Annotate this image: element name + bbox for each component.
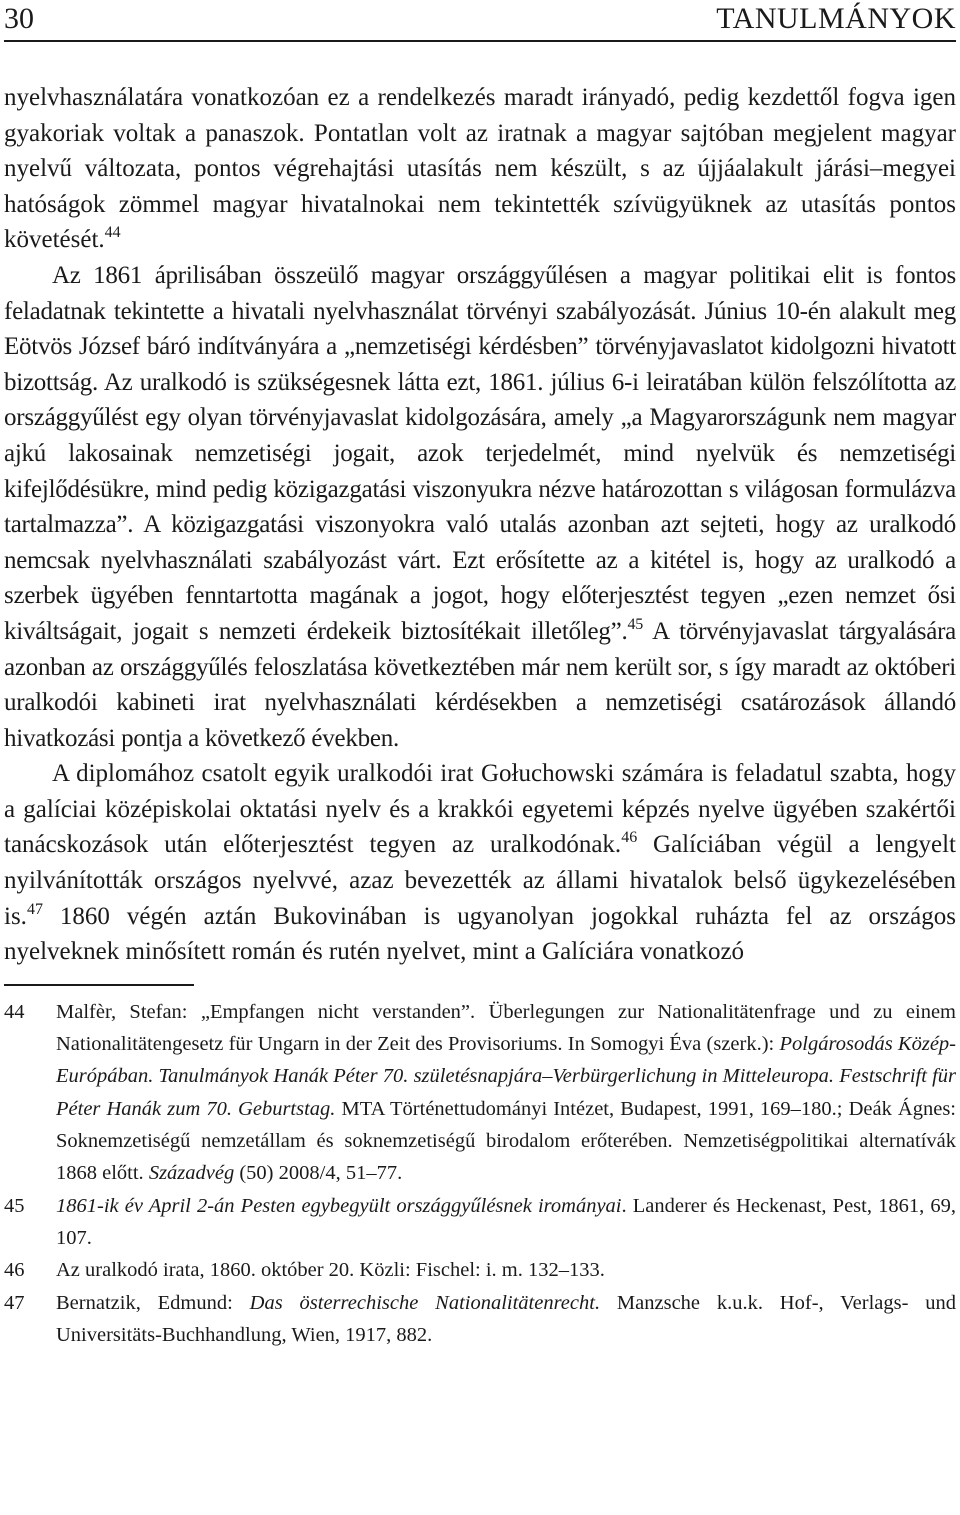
footnote-44-journal: Századvég [148, 1162, 235, 1185]
footnote-44-text-b: MTA Történettudományi Intézet, Budapest, 1991, 169–180.; Deák Ágnes: Soknemzetiségű nemzetállam és soknemzetiségű birodalom erőterében. Nemzetiségpolitikai alternatívák 1868 előtt. [56, 1097, 956, 1185]
footnotes [4, 996, 956, 1351]
footnote-number: 47 [4, 1291, 25, 1314]
footnote-47-text-b: Manzsche k.u.k. Hof-, Verlags- und Universitäts-Buchhandlung, Wien, 1917, 882. [56, 1291, 956, 1346]
paragraph-1-text: nyelvhasználatára vonatkozóan ez a rendelkezés maradt irányadó, pedig kezdettől fogva igen gyakoriak voltak a panaszok. Pontatlan volt az iratnak a magyar sajtóban megjelent magyar nyelvű változata, pontos végrehajtási utasítás nem készült, s az újjáalakult járási–megyei hatóságok zömmel magyar hivatalnokai nem tekintették szívügyüknek az utasítás pontos követését. [4, 84, 956, 254]
paragraph-2 [4, 258, 956, 756]
footnote-ref-45[interactable]: 45 [627, 615, 643, 633]
paragraph-2-text-b: A törvényjavaslat tárgyalására azonban az országgyűlés feloszlatása következtében már nem került sor, s így maradt az októberi uralkodói kabineti irat nyelvhasználati kérdésekben a nemzetiségi csatározások állandó hivatkozási pontja a következő években. [4, 617, 956, 752]
page-header [4, 0, 956, 42]
paragraph-3 [4, 756, 956, 970]
footnote-divider [4, 984, 194, 986]
paragraph-2-text-a: Az 1861 áprilisában összeülő magyar országgyűlésen a magyar politikai elit is fontos feladatnak tekintette a hivatali nyelvhasználat törvényi szabályozását. Június 10-én alakult meg Eötvös József báró indítványára a „nemzetiségi kérdésben” törvényjavaslatot kidolgozni hivatott bizottság. Az uralkodó is szükségesnek látta ezt, 1861. július 6-i leiratában külön felszólította az országgyűlést egy olyan törvényjavaslat kidolgozására, amely „a Magyarországunk nem magyar ajkú lakosainak nemzetiségi jogait, azok terjedelmét, mind nyelvük és nemzetiségi kifejlődésükre, mind pedig közigazgatási viszonyukra nézve határozottan s világosan formulázva tartalmazza”. A közigazgatási viszonyokra való utalás azonban azt sejteti, hogy az uralkodó nemcsak nyelvhasználati szabályozást várt. Ezt erősítette az a kitétel is, hogy az uralkodó a szerbek ügyében fenntartotta magának a jogot, hogy előterjesztést tegyen „ezen nemzet ősi kiváltságait, jogait s nemzeti érdekeik biztosítékait illetőleg”. [4, 261, 956, 645]
footnote-44 [4, 996, 956, 1190]
paragraph-3-text-a: A diplomához csatolt egyik uralkodói irat Gołuchowski számára is feladatul szabta, hogy a galíciai középiskolai oktatási nyelv és a krakkói egyetemi képzés nyelve ügyében szakértői tanácskozások után előterjesztést tegyen az uralkodónak. [4, 760, 956, 859]
body-text [4, 80, 956, 970]
footnote-text [56, 996, 956, 1190]
footnote-44-text-c: (50) 2008/4, 51–77. [234, 1162, 403, 1185]
paragraph-3-text-c: 1860 végén aztán Bukovinában is ugyanolyan jogokkal ruházta fel az országos nyelveknek minősített román és rutén nyelvet, mint a Galíciára vonatkozó [4, 902, 956, 966]
running-title: TANULMÁNYOK [716, 2, 956, 35]
footnote-number: 46 [4, 1259, 25, 1282]
paragraph-1 [4, 80, 956, 258]
footnote-ref-46[interactable]: 46 [621, 829, 638, 847]
footnote-ref-47[interactable]: 47 [26, 900, 43, 918]
footnote-text: Az uralkodó irata, 1860. október 20. Közli: Fischel: i. m. 132–133. [56, 1259, 605, 1282]
footnote-ref-44[interactable]: 44 [104, 224, 121, 242]
footnote-number: 45 [4, 1194, 25, 1217]
page [4, 0, 956, 1351]
footnote-45 [4, 1190, 956, 1255]
footnote-45-text: . Landerer és Heckenast, Pest, 1861, 69, 107. [56, 1194, 956, 1249]
footnote-44-text-a: Malfèr, Stefan: „Empfangen nicht verstanden”. Überlegungen zur Nationalitätenfrage und zu einem Nationalitätengesetz für Ungarn in der Zeit des Provisoriums. In Somogyi Éva (szerk.): [56, 1000, 956, 1056]
footnote-text [56, 1287, 956, 1352]
page-number: 30 [4, 2, 34, 35]
footnote-47-title: Das österrechische Nationalitätenrecht. [249, 1291, 601, 1314]
footnote-number: 44 [4, 1000, 25, 1023]
footnote-47 [4, 1287, 956, 1352]
paragraph-3-text-b: Galíciában végül a lengyelt nyilvánították országos nyelvvé, azaz bevezették az állami hivatalok belső ügykezelésében is. [4, 831, 956, 930]
footnote-text [56, 1190, 956, 1255]
footnote-45-title: 1861-ik év April 2-án Pesten egybegyült országgyűlésnek irományai [56, 1194, 622, 1217]
footnote-47-text-a: Bernatzik, Edmund: [56, 1291, 250, 1314]
footnote-44-title: Polgárosodás Közép-Európában. Tanulmányok Hanák Péter 70. születésnapjára–Verbürgerlichung in Mitteleuropa. Festschrift für Péter Hanák zum 70. Geburtstag. [56, 1033, 957, 1120]
footnote-46 [4, 1254, 956, 1286]
